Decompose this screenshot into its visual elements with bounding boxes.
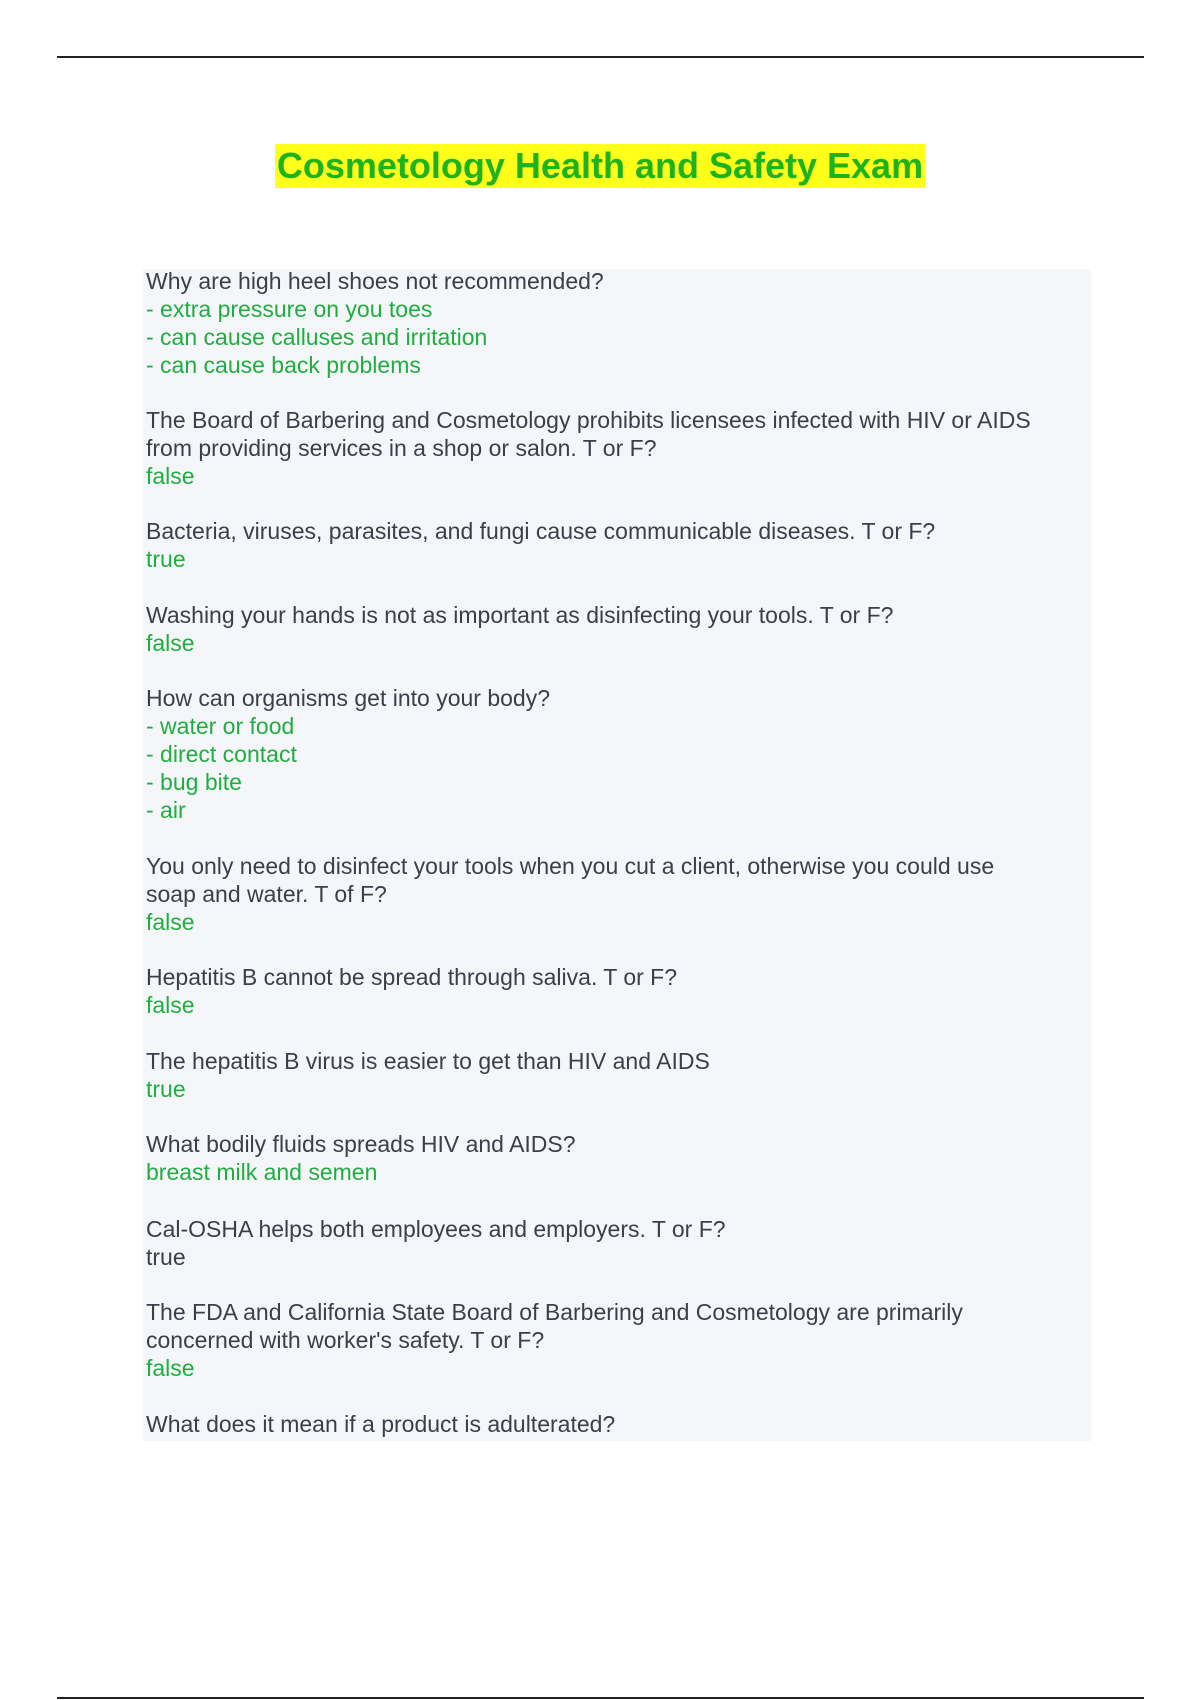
title-block [0,144,1200,188]
question-line: Cal-OSHA helps both employees and employers. T or F? [146,1216,726,1242]
answer-line: false [146,630,195,656]
answer-line: true [146,546,186,572]
question-line: The FDA and California State Board of Barbering and Cosmetology are primarily [146,1299,963,1325]
question-line: soap and water. T of F? [146,881,387,907]
bottom-rule [57,1697,1144,1699]
answer-line: - air [146,797,186,823]
answer-line: - can cause calluses and irritation [146,324,488,350]
question-line: The hepatitis B virus is easier to get than HIV and AIDS [146,1048,710,1074]
answer-line: true [146,1244,186,1270]
top-rule [57,56,1144,58]
question-line: How can organisms get into your body? [146,685,550,711]
answer-line: - water or food [146,713,295,739]
question-line: concerned with worker's safety. T or F? [146,1327,545,1353]
answer-line: false [146,992,195,1018]
question-line: from providing services in a shop or salon. T or F? [146,435,657,461]
answer-line: - direct contact [146,741,297,767]
answer-line: - can cause back problems [146,352,421,378]
answer-line: - bug bite [146,769,242,795]
question-line: Why are high heel shoes not recommended? [146,268,604,294]
answer-line: false [146,909,195,935]
question-line: Washing your hands is not as important as disinfecting your tools. T or F? [146,602,894,628]
document-title: Cosmetology Health and Safety Exam [276,145,924,186]
question-line: The Board of Barbering and Cosmetology prohibits licensees infected with HIV or AIDS [146,407,1031,433]
answer-line: true [146,1076,186,1102]
question-line: What does it mean if a product is adulterated? [146,1411,616,1437]
question-line: Hepatitis B cannot be spread through saliva. T or F? [146,964,678,990]
question-line: You only need to disinfect your tools when you cut a client, otherwise you could use [146,853,995,879]
answer-line: breast milk and semen [146,1159,378,1185]
answer-line: false [146,463,195,489]
question-line: Bacteria, viruses, parasites, and fungi cause communicable diseases. T or F? [146,518,936,544]
question-line: What bodily fluids spreads HIV and AIDS? [146,1131,576,1157]
answer-line: - extra pressure on you toes [146,296,433,322]
answer-line: false [146,1355,195,1381]
